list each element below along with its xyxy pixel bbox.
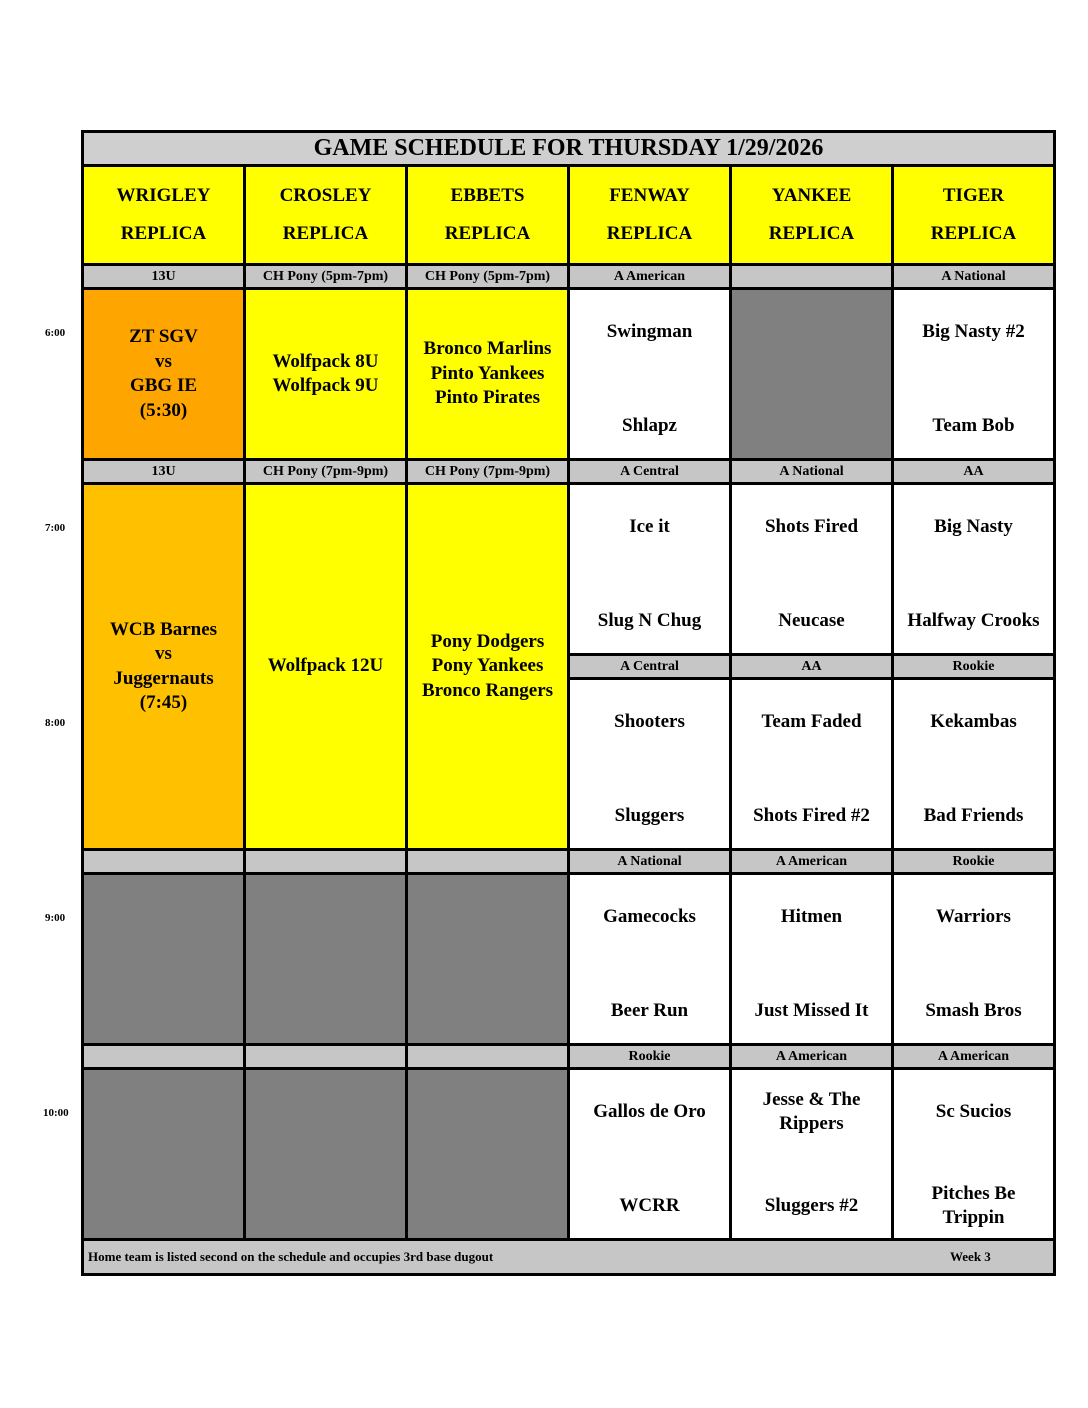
division-label: Rookie xyxy=(570,1046,729,1067)
field-name: EBBETS xyxy=(450,185,525,206)
team-name: Gamecocks xyxy=(603,906,696,927)
game-cell-tiger-1 xyxy=(894,290,1053,458)
field-name: WRIGLEY xyxy=(116,185,211,206)
field-header-crosley xyxy=(246,167,405,263)
empty-cell xyxy=(246,1070,405,1238)
division-label: A National xyxy=(732,461,891,482)
field-sub: REPLICA xyxy=(444,223,531,244)
team-name: Smash Bros xyxy=(925,1000,1022,1021)
team-name: Just Missed It xyxy=(754,1000,869,1021)
division-label: AA xyxy=(732,656,891,677)
team-name: WCRR xyxy=(619,1195,680,1216)
division-label: 13U xyxy=(84,461,243,482)
division-label: A American xyxy=(732,1046,891,1067)
division-label: A American xyxy=(732,851,891,872)
team-name: ZT SGV xyxy=(129,326,198,347)
field-header-wrigley xyxy=(84,167,243,263)
page-title xyxy=(84,133,1053,164)
field-name: CROSLEY xyxy=(279,185,372,206)
vs-label: vs xyxy=(155,643,172,664)
empty-cell xyxy=(84,875,243,1043)
game-time: (5:30) xyxy=(139,399,188,421)
game-time: (7:45) xyxy=(139,692,188,713)
team-name: Swingman xyxy=(606,321,693,342)
time-label: 10:00 xyxy=(43,1107,69,1119)
team-name: Wolfpack 9U xyxy=(272,375,379,396)
game-cell-crosley-2 xyxy=(246,485,405,848)
field-sub: REPLICA xyxy=(282,223,369,244)
team-name: Sluggers xyxy=(614,805,685,826)
game-cell-fenway-4 xyxy=(570,875,729,1043)
division-label: A American xyxy=(570,266,729,287)
team-name: Slug N Chug xyxy=(597,610,702,631)
division-label: A American xyxy=(894,1046,1053,1067)
game-cell-wrigley-1 xyxy=(84,290,243,458)
game-cell-ebbets-2 xyxy=(408,485,567,848)
team-name: Pony Dodgers xyxy=(430,630,545,652)
field-sub: REPLICA xyxy=(606,223,693,244)
team-name: Shlapz xyxy=(622,415,677,436)
division-label: CH Pony (5pm-7pm) xyxy=(246,266,405,287)
field-header-ebbets xyxy=(408,167,567,263)
field-sub: REPLICA xyxy=(120,223,207,244)
team-name: Big Nasty #2 xyxy=(922,321,1025,342)
division-label-empty xyxy=(246,1046,405,1067)
team-name: Bronco Rangers xyxy=(421,679,554,701)
game-cell-fenway-5 xyxy=(570,1070,729,1238)
game-cell-crosley-1 xyxy=(246,290,405,458)
division-label: A National xyxy=(894,266,1053,287)
empty-cell xyxy=(84,1070,243,1238)
field-sub: REPLICA xyxy=(930,223,1017,244)
team-name: Pinto Yankees xyxy=(430,362,545,384)
team-name: Neucase xyxy=(778,610,845,631)
division-label-empty xyxy=(408,851,567,872)
team-name: Wolfpack 12U xyxy=(267,655,384,677)
division-label-empty xyxy=(246,851,405,872)
time-label: 7:00 xyxy=(45,522,66,534)
team-name: Gallos de Oro xyxy=(593,1101,706,1122)
team-name: Hitmen xyxy=(780,906,843,927)
game-cell-yankee-3 xyxy=(732,680,891,848)
game-cell-tiger-2 xyxy=(894,485,1053,653)
team-name: Kekambas xyxy=(930,711,1017,732)
vs-label: vs xyxy=(155,350,172,372)
team-name: GBG IE xyxy=(129,375,198,396)
team-name: Halfway Crooks xyxy=(907,610,1040,631)
team-name: Shooters xyxy=(614,711,685,732)
team-name: Juggernauts xyxy=(113,667,214,689)
empty-cell xyxy=(246,875,405,1043)
team-name: WCB Barnes xyxy=(109,618,218,640)
game-cell-fenway-1 xyxy=(570,290,729,458)
team-name: Team Faded xyxy=(761,711,862,732)
field-name: FENWAY xyxy=(609,185,690,206)
field-header-tiger xyxy=(894,167,1053,263)
division-label: AA xyxy=(894,461,1053,482)
week-label: Week 3 xyxy=(950,1249,991,1264)
division-label-empty xyxy=(408,1046,567,1067)
empty-cell xyxy=(408,1070,567,1238)
team-name: Big Nasty xyxy=(934,516,1013,537)
game-cell-ebbets-1 xyxy=(408,290,567,458)
division-label xyxy=(732,266,891,287)
field-name: TIGER xyxy=(942,185,1005,206)
field-header-fenway xyxy=(570,167,729,263)
footer-note: Home team is listed second on the schedule and occupies 3rd base dugout xyxy=(88,1249,494,1264)
page-title-text: GAME SCHEDULE FOR THURSDAY 1/29/2026 xyxy=(313,135,824,161)
field-header-yankee xyxy=(732,167,891,263)
division-label: CH Pony (7pm-9pm) xyxy=(246,461,405,482)
game-cell-yankee-4 xyxy=(732,875,891,1043)
game-cell-yankee-2 xyxy=(732,485,891,653)
time-label: 8:00 xyxy=(45,717,66,729)
field-name: YANKEE xyxy=(771,185,852,206)
game-cell-wrigley-2 xyxy=(84,485,243,848)
schedule-table xyxy=(81,130,1056,1276)
division-label-empty xyxy=(84,1046,243,1067)
division-label: A Central xyxy=(570,461,729,482)
division-label: CH Pony (5pm-7pm) xyxy=(408,266,567,287)
team-name: Jesse & The Rippers xyxy=(762,1089,861,1134)
team-name: Pinto Pirates xyxy=(434,387,540,409)
time-label: 9:00 xyxy=(45,912,66,924)
team-name: Shots Fired #2 xyxy=(753,805,870,826)
team-name: Pitches Be Trippin xyxy=(931,1183,1016,1228)
division-label: A Central xyxy=(570,656,729,677)
team-name: Pony Yankees xyxy=(431,655,544,677)
team-name: Wolfpack 8U xyxy=(272,350,379,372)
team-name: Bronco Marlins xyxy=(423,338,552,360)
time-label: 6:00 xyxy=(45,327,66,339)
game-cell-fenway-2 xyxy=(570,485,729,653)
game-cell-fenway-3 xyxy=(570,680,729,848)
game-cell-tiger-5 xyxy=(894,1070,1053,1238)
division-label: Rookie xyxy=(894,656,1053,677)
game-cell-tiger-3 xyxy=(894,680,1053,848)
game-cell-yankee-5 xyxy=(732,1070,891,1238)
division-label: Rookie xyxy=(894,851,1053,872)
team-name: Sluggers #2 xyxy=(764,1195,859,1216)
team-name: Shots Fired xyxy=(764,516,859,537)
division-label: CH Pony (7pm-9pm) xyxy=(408,461,567,482)
team-name: Ice it xyxy=(629,516,670,537)
division-label: A National xyxy=(570,851,729,872)
team-name: Warriors xyxy=(936,906,1011,927)
field-sub: REPLICA xyxy=(768,223,855,244)
team-name: Team Bob xyxy=(932,415,1015,436)
footer-bar xyxy=(84,1241,1053,1273)
game-cell-tiger-4 xyxy=(894,875,1053,1043)
team-name: Beer Run xyxy=(610,1000,689,1021)
empty-cell xyxy=(732,290,891,458)
empty-cell xyxy=(408,875,567,1043)
team-name: Sc Sucios xyxy=(935,1101,1012,1122)
team-name: Bad Friends xyxy=(923,805,1024,826)
division-label: 13U xyxy=(84,266,243,287)
division-label-empty xyxy=(84,851,243,872)
